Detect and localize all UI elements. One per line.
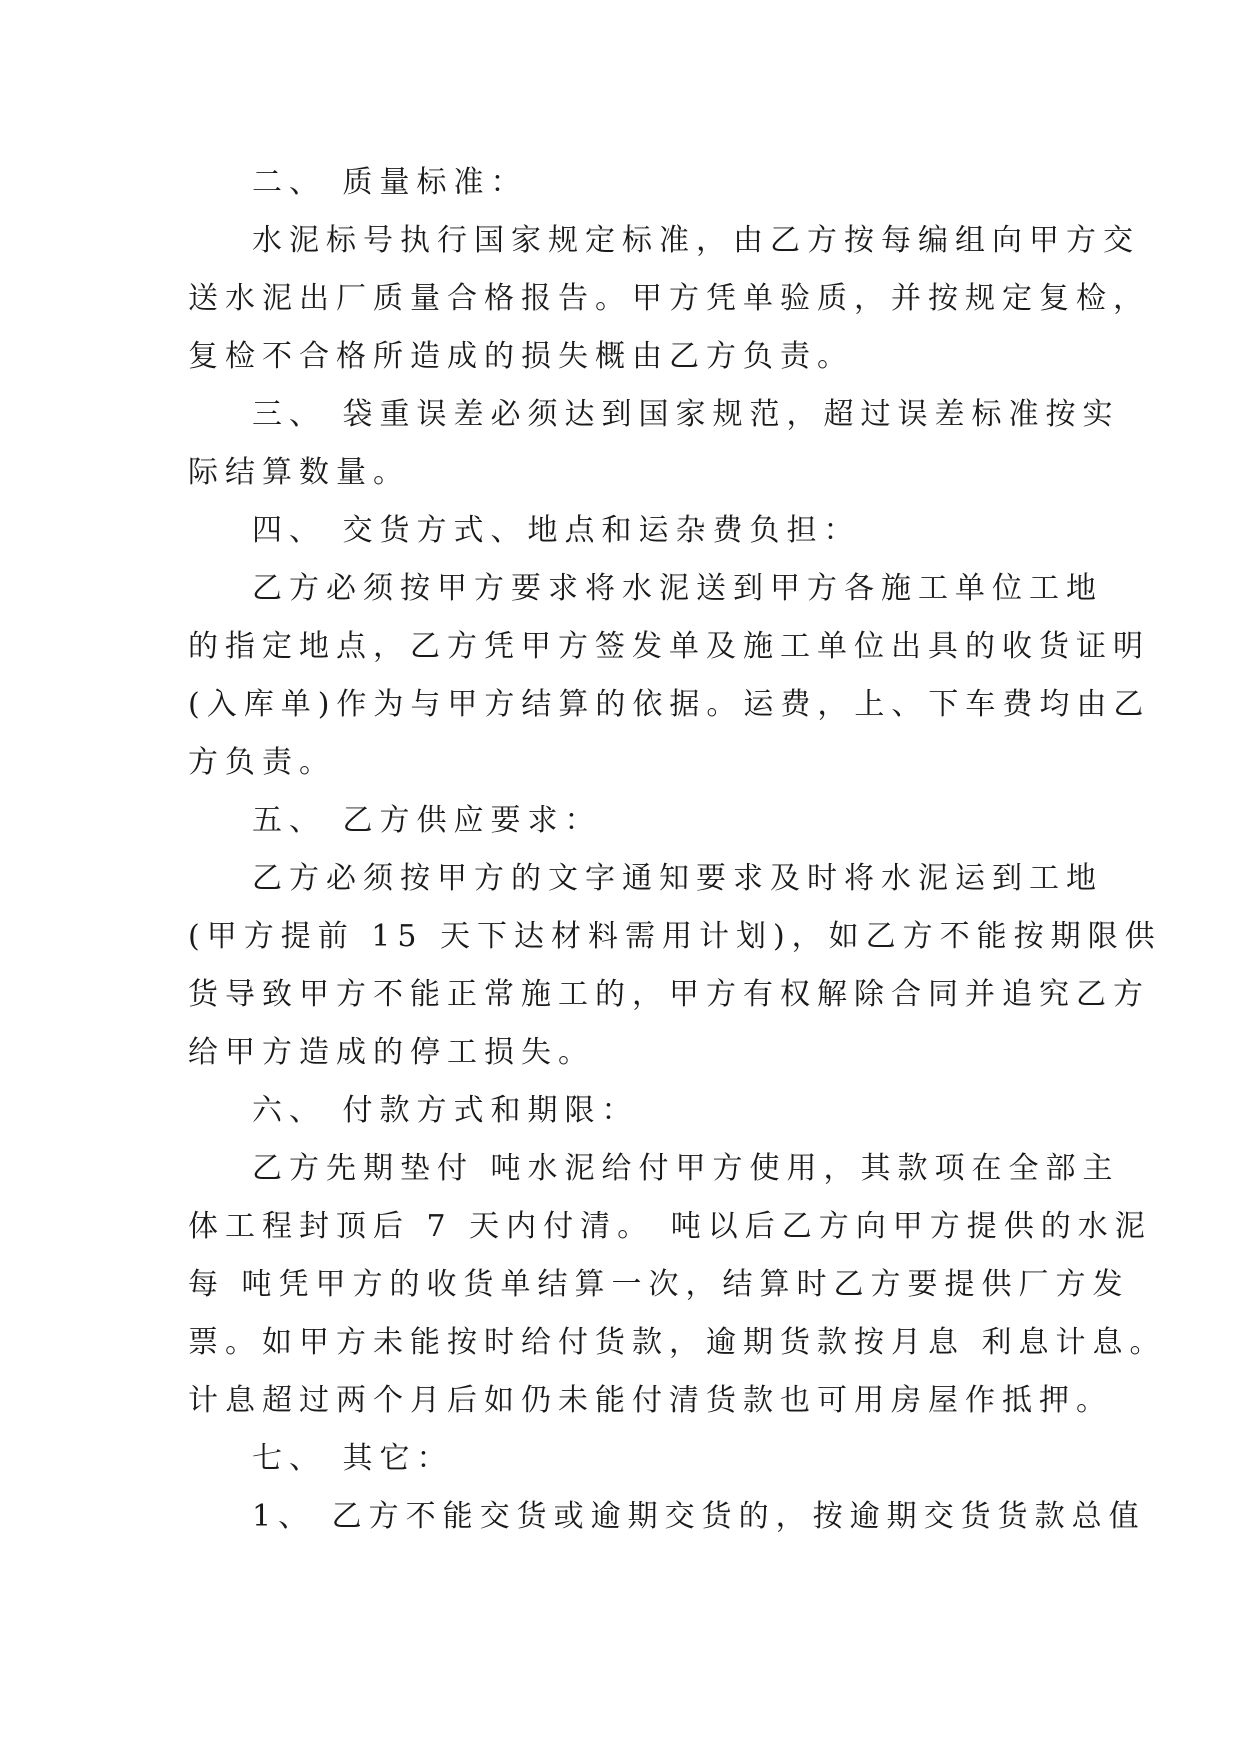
text-line: 六、 付款方式和期限： (252, 1093, 639, 1128)
text-line: 七、 其它： (252, 1441, 454, 1476)
text-line: 三、 袋重误差必须达到国家规范，超过误差标准按实 (252, 397, 1120, 432)
text-line: 方负责。 (188, 745, 336, 780)
text-line: 复检不合格所造成的损失概由乙方负责。 (188, 339, 854, 374)
text-line: 送水泥出厂质量合格报告。甲方凭单验质，并按规定复检， (188, 281, 1150, 316)
text-line: 体工程封顶后 7 天内付清。 吨以后乙方向甲方提供的水泥 (188, 1209, 1152, 1244)
text-line: 五、 乙方供应要求： (252, 803, 602, 838)
text-line: 给甲方造成的停工损失。 (188, 1035, 595, 1070)
text-line: 二、 质量标准： (252, 165, 528, 200)
text-line: 1、 乙方不能交货或逾期交货的，按逾期交货货款总值 (252, 1499, 1146, 1534)
text-line: 乙方必须按甲方要求将水泥送到甲方各施工单位工地 (252, 571, 1103, 606)
text-line: 货导致甲方不能正常施工的，甲方有权解除合同并追究乙方 (188, 977, 1150, 1012)
text-line: 水泥标号执行国家规定标准，由乙方按每编组向甲方交 (252, 223, 1140, 258)
text-line: (甲方提前 15 天下达材料需用计划)，如乙方不能按期限供 (188, 919, 1162, 954)
text-line: 四、 交货方式、地点和运杂费负担： (252, 513, 861, 548)
contract-body-text (188, 154, 1167, 1546)
text-line: (入库单)作为与甲方结算的依据。运费，上、下车费均由乙 (188, 687, 1151, 722)
text-line: 每 吨凭甲方的收货单结算一次，结算时乙方要提供厂方发 (188, 1267, 1130, 1302)
text-line: 际结算数量。 (188, 455, 410, 490)
text-line: 计息超过两个月后如仍未能付清货款也可用房屋作抵押。 (188, 1383, 1113, 1418)
text-line: 票。如甲方未能按时给付货款，逾期货款按月息 利息计息。 (188, 1325, 1167, 1360)
text-line: 乙方必须按甲方的文字通知要求及时将水泥运到工地 (252, 861, 1103, 896)
text-line: 乙方先期垫付 吨水泥给付甲方使用，其款项在全部主 (252, 1151, 1120, 1186)
text-line: 的指定地点，乙方凭甲方签发单及施工单位出具的收货证明 (188, 629, 1150, 664)
